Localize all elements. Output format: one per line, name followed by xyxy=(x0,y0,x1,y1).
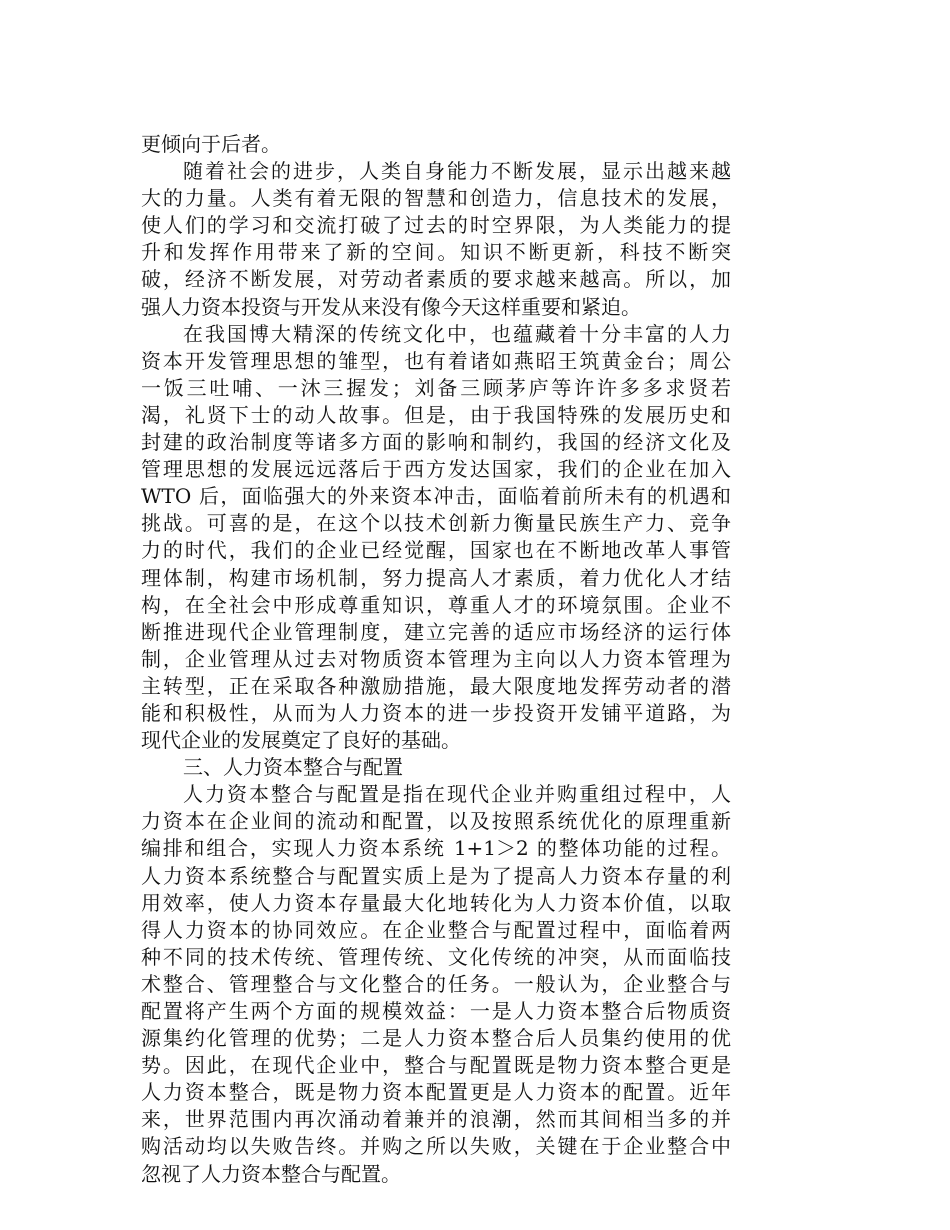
text-line: 得人力资本的协同效应。在企业整合与配置过程中，面临着两 xyxy=(141,917,731,942)
text-line: 配置将产生两个方面的规模效益：一是人力资本整合后物质资 xyxy=(141,999,731,1023)
text-line: 封建的政治制度等诸多方面的影响和制约，我国的经济文化及 xyxy=(141,430,731,455)
text-line: 力资本在企业间的流动和配置，以及按照系统优化的原理重新 xyxy=(141,809,731,834)
text-line: 人力资本整合与配置是指在现代企业并购重组过程中，人 xyxy=(183,782,731,807)
text-line: 升和发挥作用带来了新的空间。知识不断更新，科技不断突 xyxy=(141,240,731,265)
text-line: 构，在全社会中形成尊重知识，尊重人才的环境氛围。企业不 xyxy=(141,592,731,617)
text-line: 力的时代，我们的企业已经觉醒，国家也在不断地改革人事管 xyxy=(141,538,731,563)
text-line: 挑战。可喜的是，在这个以技术创新力衡量民族生产力、竞争 xyxy=(141,511,731,536)
text-line: 编排和组合，实现人力资本系统 1+1＞2 的整体功能的过程。 xyxy=(141,836,731,861)
text-line: 种不同的技术传统、管理传统、文化传统的冲突，从而面临技 xyxy=(141,944,731,969)
text-line: 人力资本系统整合与配置实质上是为了提高人力资本存量的利 xyxy=(141,863,731,888)
text-line: 现代企业的发展奠定了良好的基础。 xyxy=(141,728,461,753)
text-line: 购活动均以失败告终。并购之所以失败，关键在于企业整合中 xyxy=(141,1134,731,1159)
text-line: 主转型，正在采取各种激励措施，最大限度地发挥劳动者的潜 xyxy=(141,673,731,698)
text-line: 渴，礼贤下士的动人故事。但是，由于我国特殊的发展历史和 xyxy=(141,402,731,427)
text-line: 使人们的学习和交流打破了过去的时空界限，为人类能力的提 xyxy=(141,213,731,238)
text-line: 理体制，构建市场机制，努力提高人才素质，着力优化人才结 xyxy=(141,565,731,590)
text-line: 用效率，使人力资本存量最大化地转化为人力资本价值，以取 xyxy=(141,890,731,915)
text-line: 忽视了人力资本整合与配置。 xyxy=(141,1161,401,1186)
text-line: 在我国博大精深的传统文化中，也蕴藏着十分丰富的人力 xyxy=(183,321,731,346)
text-line: 三、人力资本整合与配置 xyxy=(183,755,403,780)
text-line: 断推进现代企业管理制度，建立完善的适应市场经济的运行体 xyxy=(141,619,731,644)
text-line: 强人力资本投资与开发从来没有像今天这样重要和紧迫。 xyxy=(141,294,641,319)
text-line: 大的力量。人类有着无限的智慧和创造力，信息技术的发展， xyxy=(141,186,731,211)
text-line: 管理思想的发展远远落后于西方发达国家，我们的企业在加入 xyxy=(141,457,731,482)
text-line: 资本开发管理思想的雏型，也有着诸如燕昭王筑黄金台；周公 xyxy=(141,348,731,373)
text-line: 破，经济不断发展，对劳动者素质的要求越来越高。所以，加 xyxy=(141,267,731,292)
text-line: 一饭三吐哺、一沐三握发；刘备三顾茅庐等许许多多求贤若 xyxy=(141,375,731,400)
text-line: 随着社会的进步，人类自身能力不断发展，显示出越来越 xyxy=(183,159,731,184)
text-line: 更倾向于后者。 xyxy=(141,132,281,156)
text-line: 来，世界范围内再次涌动着兼并的浪潮，然而其间相当多的并 xyxy=(141,1107,731,1132)
text-line: 制，企业管理从过去对物质资本管理为主向以人力资本管理为 xyxy=(141,646,731,671)
text-line: WTO 后，面临强大的外来资本冲击，面临着前所未有的机遇和 xyxy=(141,484,731,509)
text-line: 人力资本整合，既是物力资本配置更是人力资本的配置。近年 xyxy=(141,1080,731,1105)
body-text xyxy=(141,131,731,1188)
text-line: 能和积极性，从而为人力资本的进一步投资开发铺平道路，为 xyxy=(141,700,731,725)
text-line: 源集约化管理的优势；二是人力资本整合后人员集约使用的优 xyxy=(141,1026,731,1051)
text-line: 势。因此，在现代企业中，整合与配置既是物力资本整合更是 xyxy=(141,1053,731,1078)
text-line: 术整合、管理整合与文化整合的任务。一般认为，企业整合与 xyxy=(141,971,731,996)
